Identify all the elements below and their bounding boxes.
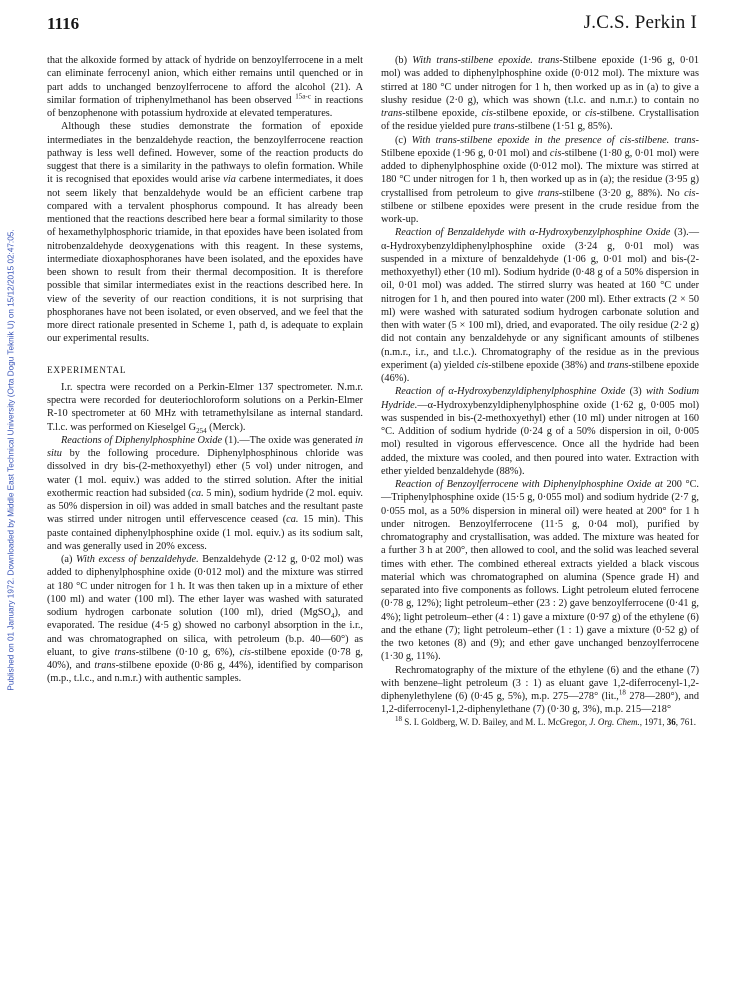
paragraph: that the alkoxide formed by attack of hydride on benzoylferrocene in a melt can eliminate ferrocenyl anion, which either remains until quenched or in part adds to unchanged benzoylferrocene to afford the alcohol (21). A similar formation of triphenylmethanol has been observed $^{15a-c}$ in reactions of benzophenone with potassium hydroxide at elevated temperatures. — [47, 55, 364, 119]
watermark-text[interactable]: Published on 01 January 1972. Downloaded by Middle East Technical University (Orta Dogu Teknik U) on 15/12/2015 02:47:05. — [6, 229, 16, 691]
paragraph: Reaction of Benzoylferrocene with Diphenylphosphine Oxide at 200 °C.—Triphenylphosphine oxide (15·5 g, 0·055 mol) and sodium hydride (2·7 g, 0·055 mol, as a 50% dispersion in mineral oil) were heated at 200° for 1 h under nitrogen. Benzoylferrocene (11·5 g, 0·04 mol), purified by chromatography and crystallisation, was added. The mixture was heated for a further 3 h at 200°, then allowed to cool, and the solid was leached several times with ether. The combined ethereal extracts yielded a black viscous material which was chromatographed on alumina (Spence grade H) and separated into five components as follows. Light petroleum eluted ferrocene (0·78 g, 12%); light petroleum–ether (23 : 2) gave benzoylferrocene (0·41 g, 4%); light petroleum–ether (4 : 1) gave a mixture (0·97 g) of the ethylene (6) and the ethane (7); light petroleum–ether (1 : 1) gave a mixture (0·52 g) of the two ketones (8) and (9); and ether gave unchanged benzoylferrocene (1·30 g, 11%). — [381, 479, 700, 663]
download-watermark — [4, 70, 18, 850]
page-header — [47, 14, 697, 40]
paragraph: Although these studies demonstrate the formation of epoxide intermediates in the benzaldehyde reaction, the benzoylferrocene reaction pathway is less well defined. However, some of the reaction products do suggest that there is a similarity in the pathways to olefin formation. While it is recognised that epoxides would arise via carbene intermediates, it does not seem likely that benzaldehyde would be an efficient carbene trap compared with a tervalent phosphorus compound. It has already been mentioned that the reactions described here bear a formal similarity to those of hexamethylphosphoric triamide, in that epoxides have been isolated from nitrobenzaldehyde deoxygenations with this reagent. In these systems, intermediate dioxaphosphoranes have been isolated, and the epoxides have been shown to result from their thermal decomposition. It is therefore possible that similar intermediates exist in the reactions described here. In view of the severity of our reaction conditions, it is not surprising that phosphoranes have not been isolated, or even observed, and we feel that the more direct rationale presented in Scheme 1, path d, is adequate to explain our experimental results. — [47, 121, 363, 345]
section-heading: EXPERIMENTAL — [47, 364, 127, 375]
paragraph: Rechromatography of the mixture of the ethylene (6) and the ethane (7) with benzene–light petroleum (3 : 1) as eluant gave 1,2-diferrocenyl-1,2-diphenylethylene (6) (0·45 g, 5%), m.p. 275—278° (lit.,$^{18}$ 278—280°), and 1,2-diferrocenyl-1,2-diphenylethane (7) (0·30 g, 3%), m.p. 215—218° — [381, 664, 700, 716]
paragraph: (b) With trans-stilbene epoxide. trans-Stilbene epoxide (1·96 g, 0·01 mol) was added to diphenylphosphine oxide (0·012 mol). The mixture was stirred at 180 °C under nitrogen for 1 h, then worked up as in (a) to give a slushy residue (2·0 g), which was shown (t.l.c. and n.m.r.) to contain no trans-stilbene epoxide, cis-stilbene epoxide, or cis-stilbene. Crystallisation of the residue yielded pure trans-stilbene (1·51 g, 85%). — [381, 55, 699, 133]
paragraph: (c) With trans-stilbene epoxide in the presence of cis-stilbene. trans-Stilbene epoxide (1·96 g, 0·01 mol) and cis-stilbene (1·80 g, 0·01 mol) were added to diphenylphosphine oxide (0·012 mol). The mixture was stirred at 180 °C under nitrogen for 1 h, then worked up as in (a); the residue (3·95 g) crystallised from petroleum to give trans-stilbene (3·20 g, 88%). No cis-stilbene or stilbene epoxides were present in the crude residue from the work-up. — [381, 134, 700, 225]
paragraph: Reactions of Diphenylphosphine Oxide (1).—The oxide was generated in situ by the following procedure. Diphenylphosphinous chloride was dissolved in dry bis-(2-methoxyethyl) ether (5 vol) under nitrogen, and water (1 mol. equiv.) was added to the stirred solution. After the initial exothermic reaction had subsided (ca. 5 min), sodium hydride (2 mol. equiv. as 50% dispersion in oil) was added in small batches and the resultant paste was stirred under nitrogen until effervescence ceased (ca. 15 min). This paste contained diphenylphosphine oxide (1 mol. equiv.) as its sodium salt, and was generally used in 20% excess. — [47, 434, 364, 552]
paragraph: Reaction of α-Hydroxybenzyldiphenylphosphine Oxide (3) with Sodium Hydride.—α-Hydroxybenzyldiphenylphosphine oxide (1·62 g, 0·005 mol) was suspended in bis-(2-methoxyethyl) ether (10 ml) under nitrogen at 160 °C. Addition of sodium hydride (0·24 g of a 50% dispersion in oil, 0·005 mol) resulted in vigorous effervescence. Once all the hydride had been added, the mixture was cooled, and then poured into water. Extraction with ether yielded benzaldehyde (88%). — [381, 386, 700, 477]
left-column — [47, 54, 363, 686]
right-column — [381, 54, 699, 728]
footnote: $^{18}$ S. I. Goldberg, W. D. Bailey, and M. L. McGregor, J. Org. Chem., 1971, 36, 761. — [395, 714, 697, 727]
journal-title: J.C.S. Perkin I — [583, 12, 697, 33]
page-number: 1116 — [47, 14, 80, 33]
paragraph: Reaction of Benzaldehyde with α-Hydroxybenzylphosphine Oxide (3).—α-Hydroxybenzyldiphenylphosphine oxide (3·24 g, 0·01 mol) was suspended in a mixture of benzaldehyde (1·06 g, 0·01 mol) and bis-(2-methoxyethyl) ether (10 ml). Sodium hydride (0·48 g of a 50% dispersion in oil, 0·01 mol) was added. The stirred slurry was heated at 160 °C under nitrogen for 1 h, and then poured into water (200 ml). Ether extracts (2 × 50 ml) were washed with saturated sodium hydrogen carbonate solution and then with water (5 × 100 ml), dried, and evaporated. The oily residue (2·2 g) did not contain any benzaldehyde or any significant amounts of stilbenes (n.m.r., i.r., and t.l.c.). Chromatography of the residue as in the previous experiment (a) yielded cis-stilbene epoxide (38%) and trans-stilbene epoxide (46%). — [381, 227, 700, 384]
paragraph: (a) With excess of benzaldehyde. Benzaldehyde (2·12 g, 0·02 mol) was added to diphenylphosphine oxide (0·012 mol) and the mixture was stirred at 180 °C under nitrogen for 1 h. It was then taken up in a mixture of ether (100 ml) and water (100 ml). The ether layer was washed with saturated sodium hydrogen carbonate solution (100 ml), dried (MgSO$_4$), and evaporated. The residue (4·5 g) showed no carbonyl absorption in the i.r., and was chromatographed on silica, with petroleum (b.p. 40—60°) as eluant, to give trans-stilbene (0·10 g, 6%), cis-stilbene epoxide (0·78 g, 40%), and trans-stilbene epoxide (0·86 g, 44%), identified by comparison (m.p., t.l.c., and n.m.r.) with authentic samples. — [47, 554, 363, 685]
paragraph: I.r. spectra were recorded on a Perkin-Elmer 137 spectrometer. N.m.r. spectra were recorded for deuteriochloroform solutions on a Perkin-Elmer R-10 spectrometer at 60 MHz with tetramethylsilane as internal standard. T.l.c. was performed on Kieselgel $G_{254}$ (Merck). — [47, 381, 363, 435]
